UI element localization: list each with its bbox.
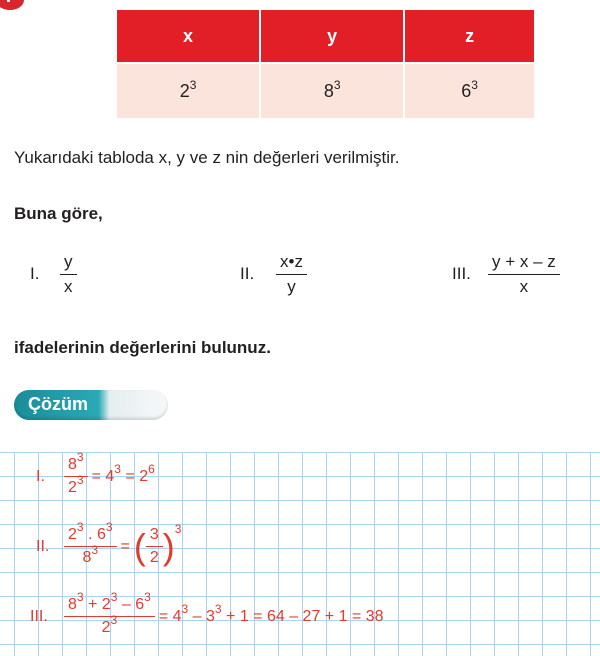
table-cell-y: $8^3$ — [261, 62, 405, 118]
value-table — [117, 10, 534, 118]
solution-button[interactable] — [14, 390, 168, 420]
intro-text: Yukarıdaki tabloda x, y ve z nin değerleri verilmiştir. — [14, 148, 400, 167]
roman-numeral: I. — [30, 264, 40, 284]
expression-3 — [452, 252, 560, 296]
solution-button-label: Çözüm — [28, 394, 88, 414]
expression-1 — [30, 252, 77, 296]
question-text: ifadelerinin değerlerini bulunuz. — [14, 338, 271, 357]
table-header-z: z — [405, 10, 534, 62]
fraction: $\frac{3}{2}$ — [146, 526, 163, 568]
roman-numeral: III. — [452, 264, 471, 284]
fraction: $\frac{y}{x}$ — [60, 252, 77, 296]
solution-3: III. $\frac{8^3 + 2^3 - 6^3}{2^3}$ = $4^3 - 3^3 + 1 = 64 - 27 + 1 = 38$ — [30, 590, 384, 637]
fraction: $\frac{8^3}{2^3}$ — [64, 456, 88, 498]
expression-2 — [240, 252, 307, 296]
roman-numeral: II. — [240, 264, 255, 284]
table-header-x: x — [117, 10, 261, 62]
table-cell-z: $6^3$ — [405, 62, 534, 118]
table-header-row — [117, 10, 534, 62]
solution-1: I. $\frac{8^3}{2^3}$ = $4^3 = 2^6$ — [36, 450, 155, 497]
fraction: $\frac{y + x - z}{x}$ — [488, 252, 560, 296]
prompt-text: Buna göre, — [14, 204, 103, 223]
table-cell-x: $2^3$ — [117, 62, 261, 118]
solution-2: II. $\frac{2^3 . 6^3}{8^3}$ = ( $\frac{3}{2}$ ) $^3$ — [36, 520, 182, 567]
fraction: $\frac{2^3 . 6^3}{8^3}$ — [64, 526, 117, 568]
fraction: $\frac{x•z}{y}$ — [276, 252, 307, 296]
table-row — [117, 62, 534, 118]
fraction: $\frac{8^3 + 2^3 - 6^3}{2^3}$ — [64, 596, 155, 638]
solution-grid — [0, 452, 600, 656]
warning-badge-icon — [0, 0, 24, 10]
table-header-y: y — [261, 10, 405, 62]
